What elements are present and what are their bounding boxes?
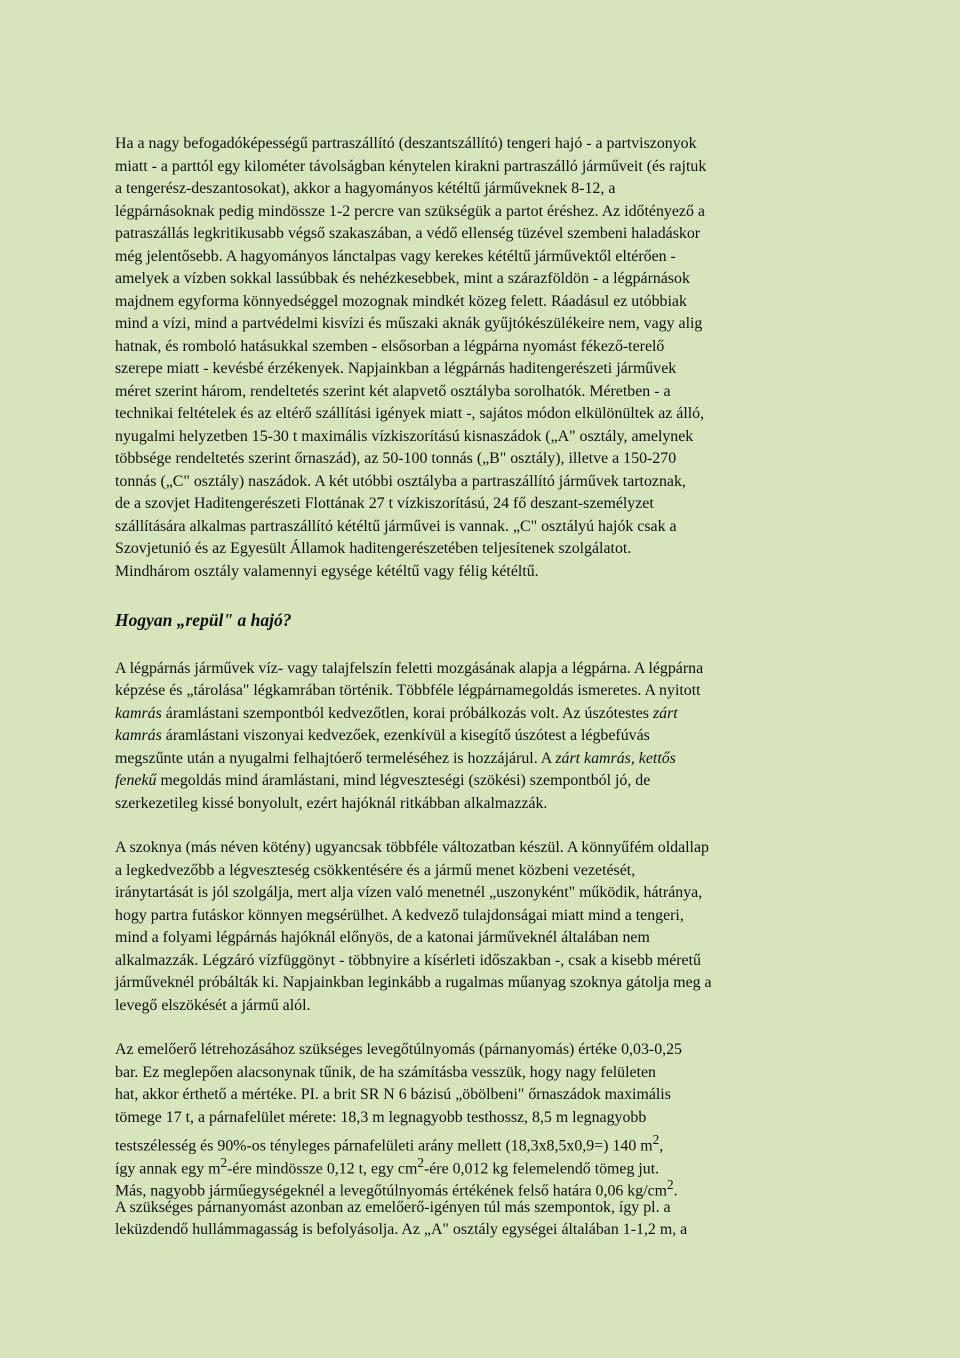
text-span: -ére mindössze 0,12 t, egy cm	[227, 1159, 418, 1177]
document-page	[115, 133, 845, 1242]
text-line: képzése és „tárolása" légkamrában történik. Többféle légpárnamegoldás ismeretes. A nyitott	[115, 682, 701, 699]
paragraph-2	[115, 658, 845, 816]
text-line: tonnás („C" osztály) naszádok. A két utóbbi osztályba a partraszállító járművek tartoznak,	[115, 472, 686, 490]
text-line: hat, akkor érthető a mértéke. PI. a brit SR N 6 bázisú „öbölbeni" őrnaszádok maximális	[115, 1086, 671, 1103]
text-line: tömege 17 t, a párnafelület mérete: 18,3 m legnagyobb testhossz, 8,5 m legnagyobb	[115, 1108, 647, 1126]
text-span: .	[673, 1182, 678, 1200]
text-line: nyugalmi helyzetben 15-30 t maximális vízkiszorítású kisnaszádok („A" osztály, amelynek	[115, 427, 694, 445]
text-line: hogy partra futáskor könnyen megsérülhet. A kedvező tulajdonságai miatt mind a tengeri,	[115, 906, 684, 924]
text-line: majdnem egyforma könnyedséggel mozognak mindkét közeg felett. Ráadásul ez utóbbiak	[115, 292, 687, 310]
text-line: technikai feltételek és az eltérő szállítási igények miatt -, sajátos módon elkülönültek az álló,	[115, 405, 705, 422]
text-line: a legkedvezőbb a légveszteség csökkentésére és a jármű menet közbeni vezetését,	[115, 861, 636, 879]
text-line: de a szovjet Haditengerészeti Flottának 27 t vízkiszorítású, 24 fő deszant-személyzet	[115, 495, 654, 512]
text-line: mind a folyami légpárnás hajóknál előnyös, de a katonai járműveknél általában nem	[115, 929, 650, 946]
text-line: leküzdendő hullámmagasság is befolyásolja. Az „A" osztály egységei általában 1-1,2 m, a	[115, 1221, 688, 1238]
text-line: szállítására alkalmas partraszállító kétéltű járművei is vannak. „C" osztályú hajók csak a	[115, 517, 677, 535]
text-span: így annak egy m	[115, 1159, 221, 1177]
text-line: miatt - a parttól egy kilométer távolságban kénytelen kirakni partraszálló járműveit (és rajtuk	[115, 157, 707, 175]
text-span: testszélesség és 90%-os tényleges párnafelületi arány mellett (18,3x8,5x0,9=) 140 m	[115, 1137, 653, 1155]
text-line: még jelentősebb. A hagyományos lánctalpas vagy kerekes kétéltű járművektől eltérően -	[115, 247, 676, 265]
text-line: légpárnásoknak pedig mindössze 1-2 percre van szükségük a partot éréshez. Az időtényező a	[115, 202, 705, 220]
text-line: méret szerint három, rendeltetés szerint két alapvető osztályba sorolhatók. Méretben - a	[115, 382, 671, 400]
text-line: Ha a nagy befogadóképességű partraszállító (deszantszállító) tengeri hajó - a partviszonyok	[115, 135, 697, 152]
superscript: 2	[220, 1154, 228, 1170]
text-line	[115, 725, 845, 748]
paragraph-1	[115, 133, 845, 583]
paragraph-4	[115, 1039, 845, 1242]
text-span: megszűnte után a nyugalmi felhajtóerő termeléséhez is hozzájárul. A	[115, 749, 556, 767]
text-line: a tengerész-deszantosokat), akkor a hagyományos kétéltű járműveknek 8-12, a	[115, 180, 616, 197]
text-line	[115, 748, 845, 771]
text-line: járműveknél próbálták ki. Napjainkban leginkább a rugalmas műanyag szoknya gátolja meg a	[115, 974, 712, 991]
text-line: A szükséges párnanyomást azonban az emelőerő-igényen túl más szempontok, így pl. a	[115, 1198, 671, 1216]
text-line: Mindhárom osztály valamennyi egysége kétéltű vagy félig kétéltű.	[115, 562, 539, 580]
text-line: A légpárnás járművek víz- vagy talajfelszín feletti mozgásának alapja a légpárna. A légpárna	[115, 659, 704, 677]
superscript: 2	[652, 1132, 660, 1147]
paragraph-3	[115, 837, 845, 1017]
text-span: ,	[659, 1137, 664, 1155]
text-line: iránytartását is jól szolgálja, mert alja vízen való menetnél „uszonyként" működik, hátránya,	[115, 884, 703, 901]
section-heading: Hogyan „repül" a hajó?	[115, 610, 292, 630]
italic-term: zárt kamrás, kettős	[555, 749, 676, 767]
italic-term: zárt	[652, 704, 678, 722]
text-line: bar. Ez meglepően alacsonynak tűnik, de ha számításba vesszük, hogy nagy felületen	[115, 1063, 656, 1081]
italic-term: kamrás	[115, 704, 162, 722]
text-line: levegő elszökését a jármű alól.	[115, 996, 311, 1014]
text-line	[115, 770, 845, 793]
text-line: Az emelőerő létrehozásához szükséges levegőtúlnyomás (párnanyomás) értéke 0,03-0,25	[115, 1041, 682, 1058]
text-span: áramlástani viszonyai kedvezőek, ezenkívül a kisegítő úszótest a légbefúvás	[161, 727, 650, 744]
text-span: Más, nagyobb járműegységeknél a levegőtúlnyomás értékének felső határa 0,06 kg/cm	[115, 1182, 668, 1200]
superscript: 2	[667, 1177, 674, 1192]
text-line: patraszállás legkritikusabb végső szakaszában, a védő ellenség tüzével szembeni haladáskor	[115, 225, 701, 242]
text-span: -ére 0,012 kg felemelendő tömeg jut.	[423, 1159, 660, 1177]
text-line: amelyek a vízben sokkal lassúbbak és nehézkesebbek, mint a szárazföldön - a légpárnások	[115, 270, 690, 287]
text-line: A szoknya (más néven kötény) ugyancsak többféle változatban készül. A könnyűfém oldallap	[115, 839, 709, 856]
text-span: megoldás mind áramlástani, mind légveszteségi (szökési) szempontból jó, de	[156, 772, 651, 789]
text-line: hatnak, és romboló hatásukkal szemben - elsősorban a légpárna nyomást fékező-terelő	[115, 337, 665, 355]
text-line: alkalmazzák. Légzáró vízfüggönyt - többnyire a kísérleti időszakban -, csak a kisebb méretű	[115, 951, 701, 969]
italic-term: fenekű	[115, 772, 157, 789]
text-line: szerkezetileg kissé bonyolult, ezért hajóknál ritkábban alkalmazzák.	[115, 794, 548, 812]
text-line	[115, 1129, 845, 1155]
text-span: áramlástani szempontból kedvezőtlen, korai próbálkozás volt. Az úszótestes	[161, 704, 653, 722]
superscript: 2	[417, 1154, 424, 1170]
text-line: mind a vízi, mind a partvédelmi kisvízi és műszaki aknák gyűjtókészülékeire nem, vagy alig	[115, 315, 703, 332]
text-line: többsége rendeltetés szerint őrnaszád), az 50-100 tonnás („B" osztály), illetve a 150-270	[115, 450, 677, 467]
text-line	[115, 703, 845, 726]
italic-term: kamrás	[115, 727, 162, 744]
text-line: Szovjetunió és az Egyesült Államok haditengerészetében teljesítenek szolgálatot.	[115, 540, 632, 557]
text-line	[115, 1152, 845, 1175]
text-line	[115, 1174, 845, 1200]
text-line: szerepe miatt - kevésbé érzékenyek. Napjainkban a légpárnás haditengerészeti járművek	[115, 360, 677, 377]
